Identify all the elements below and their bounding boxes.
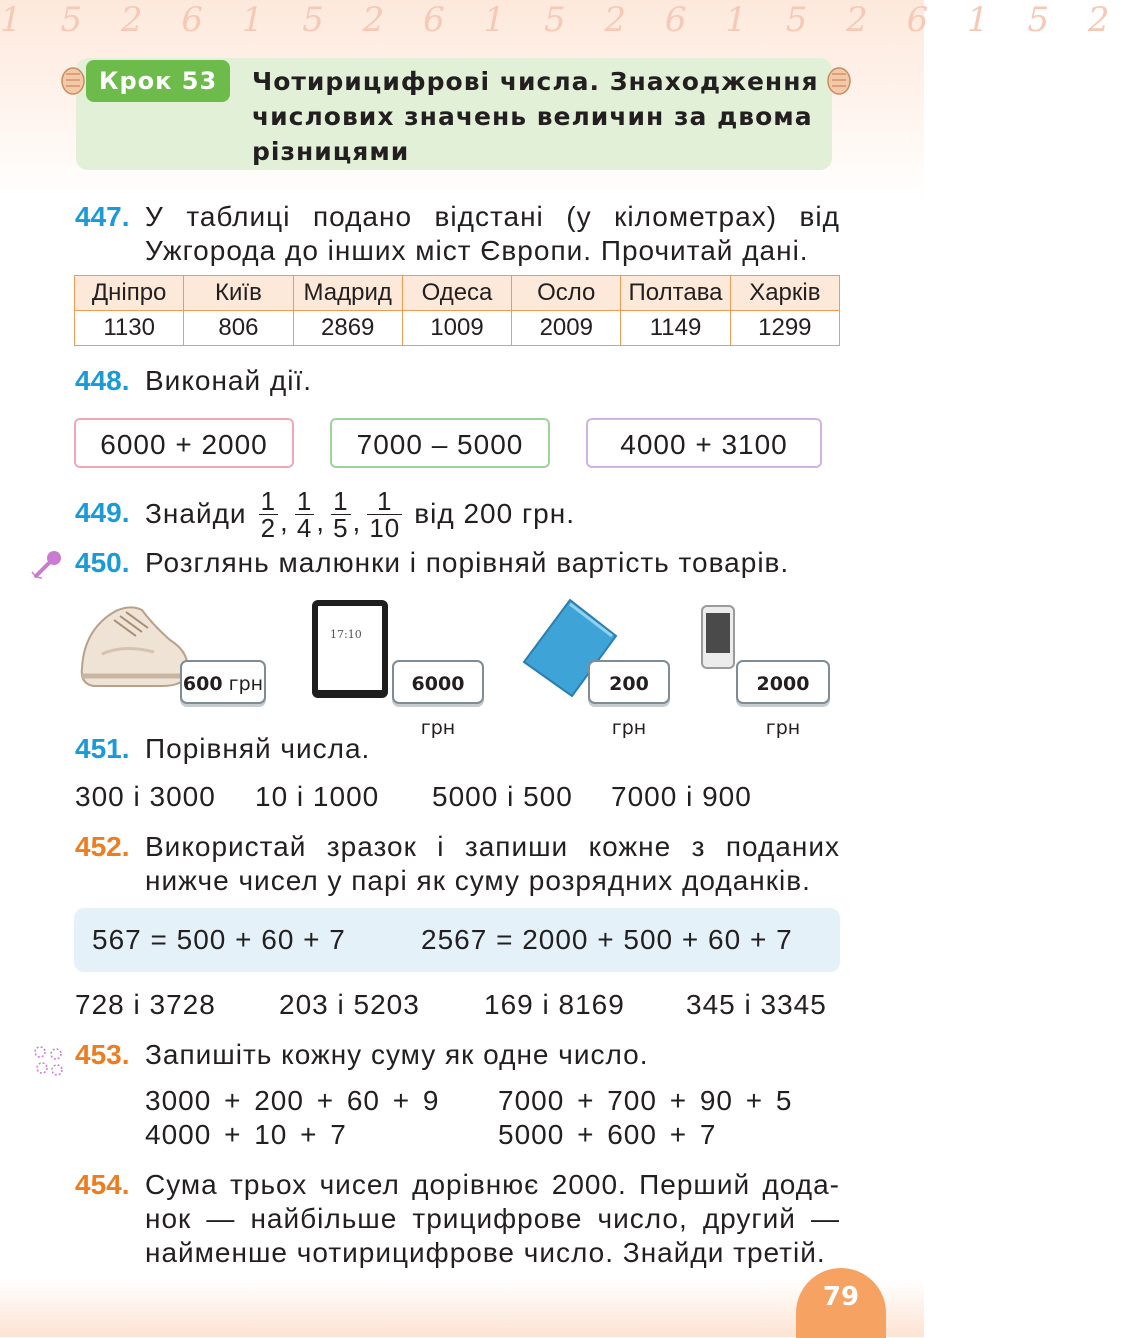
task-454-line: нок — найбільше трицифрове число, другий — [145, 1203, 840, 1234]
number-pair: 203 і 5203 [279, 989, 420, 1020]
distance-table [74, 275, 840, 346]
task-449-line: Знайди $\frac{1}{2}$ , $\frac{1}{4}$ , $\frac{1}{5}$ , $\frac{1}{10}$ від 200 грн. [145, 485, 575, 543]
task-number-454: 454. [75, 1169, 130, 1200]
price-value: 6000 [411, 673, 465, 695]
task-449-suffix: від 200 грн. [414, 498, 575, 529]
table-cell: 1009 [402, 311, 511, 346]
task-454-line: Сума трьох чисел дорівнює 2000. Перший дода- [145, 1169, 840, 1200]
lesson-title: Чотирицифрові числа. Знаходження числових значень величин за двома різницями [252, 67, 819, 166]
fraction-numerator: 1 [367, 488, 402, 515]
fraction-denominator: 5 [333, 512, 349, 543]
number-pair: 169 і 8169 [484, 989, 625, 1020]
pointing-hand-icon [58, 64, 88, 98]
task-number-448: 448. [75, 365, 130, 396]
table-header-cell: Харків [730, 276, 839, 311]
page-number: 79 [822, 1282, 860, 1312]
fraction [331, 485, 350, 543]
number-pair: 345 і 3345 [686, 989, 827, 1020]
example-expression: 567 = 500 + 60 + 7 [92, 924, 346, 955]
sum-expression: 5000 + 600 + 7 [498, 1119, 717, 1150]
table-header-cell: Київ [184, 276, 293, 311]
expression-box: 6000 + 2000 [74, 418, 294, 468]
fraction-denominator: 10 [369, 512, 401, 543]
task-452-text: Використай зразок і запиши кожне з поданих нижче чисел у парі як суму розрядних доданків. [145, 831, 840, 896]
task-453-text: Запишіть кожну суму як одне число. [145, 1039, 649, 1070]
sneakers-image [74, 590, 194, 700]
table-header-cell: Осло [512, 276, 621, 311]
expression-box: 4000 + 3100 [586, 418, 822, 468]
price-tag [180, 660, 266, 704]
sum-expression: 7000 + 700 + 90 + 5 [498, 1085, 793, 1116]
table-cell: 1299 [730, 311, 839, 346]
price-value: 2000 [756, 673, 810, 695]
price-tag [736, 660, 830, 739]
task-449-prefix: Знайди [145, 498, 247, 529]
price-tag [588, 660, 670, 739]
table-cell: 1149 [621, 311, 730, 346]
table-cell: 2009 [512, 311, 621, 346]
price-unit: грн [420, 717, 456, 739]
sum-expression: 4000 + 10 + 7 [145, 1119, 347, 1150]
task-number-447: 447. [75, 201, 130, 232]
table-header-row [75, 276, 840, 311]
decorative-digits: 1 5 2 6 1 5 2 6 1 5 2 6 1 5 2 6 1 5 2 [0, 0, 1124, 40]
table-header-cell: Дніпро [75, 276, 184, 311]
price-unit: грн [611, 717, 647, 739]
task-number-451: 451. [75, 733, 130, 764]
task-number-450: 450. [75, 547, 130, 578]
fraction-denominator: 2 [260, 512, 277, 543]
step-badge: Крок 53 [86, 60, 230, 102]
task-number-449: 449. [75, 497, 130, 528]
price-value: 600 [182, 673, 223, 695]
table-cell: 806 [184, 311, 293, 346]
comparison-pair: 7000 і 900 [611, 781, 752, 812]
fraction-numerator: 1 [260, 485, 277, 516]
fraction-numerator: 1 [296, 485, 313, 516]
fraction [259, 485, 278, 543]
fraction-denominator: 4 [296, 512, 313, 543]
table-header-cell: Мадрид [293, 276, 402, 311]
expression-box: 7000 – 5000 [330, 418, 550, 468]
task-number-453: 453. [75, 1039, 130, 1070]
microphone-icon [30, 548, 64, 582]
tablet-clock-text: 17:10 [330, 628, 362, 641]
table-cell: 2869 [293, 311, 402, 346]
group-work-icon [30, 1042, 66, 1078]
task-451-text: Порівняй числа. [145, 733, 371, 764]
fraction [367, 485, 402, 543]
task-454-line: найменше чотирицифрове число. Знайди третій. [145, 1237, 826, 1268]
price-tag [392, 660, 484, 739]
bottom-background [0, 1280, 924, 1337]
price-unit: грн [228, 673, 264, 695]
fraction-numerator: 1 [333, 485, 349, 516]
fraction [295, 485, 314, 543]
task-number-452: 452. [75, 831, 130, 862]
table-header-cell: Полтава [621, 276, 730, 311]
task-447-text: У таблиці подано відстані (у кілометрах) від Ужгорода до інших міст Європи. Прочитай дані. [145, 201, 840, 266]
tablet-image [310, 598, 392, 700]
table-row [75, 311, 840, 346]
sum-expression: 3000 + 200 + 60 + 9 [145, 1085, 440, 1116]
price-value: 200 [609, 673, 649, 695]
number-pair: 728 і 3728 [75, 989, 216, 1020]
example-expression: 2567 = 2000 + 500 + 60 + 7 [421, 924, 793, 955]
table-cell: 1130 [75, 311, 184, 346]
comparison-pair: 10 і 1000 [255, 781, 380, 812]
comparison-pair: 300 і 3000 [75, 781, 216, 812]
phone-image [700, 604, 736, 670]
pointing-hand-icon [824, 64, 854, 98]
comparison-pair: 5000 і 500 [432, 781, 573, 812]
task-448-text: Виконай дії. [145, 365, 313, 396]
table-header-cell: Одеса [402, 276, 511, 311]
task-450-text: Розглянь малюнки і порівняй вартість товарів. [145, 547, 790, 578]
price-unit: грн [765, 717, 801, 739]
